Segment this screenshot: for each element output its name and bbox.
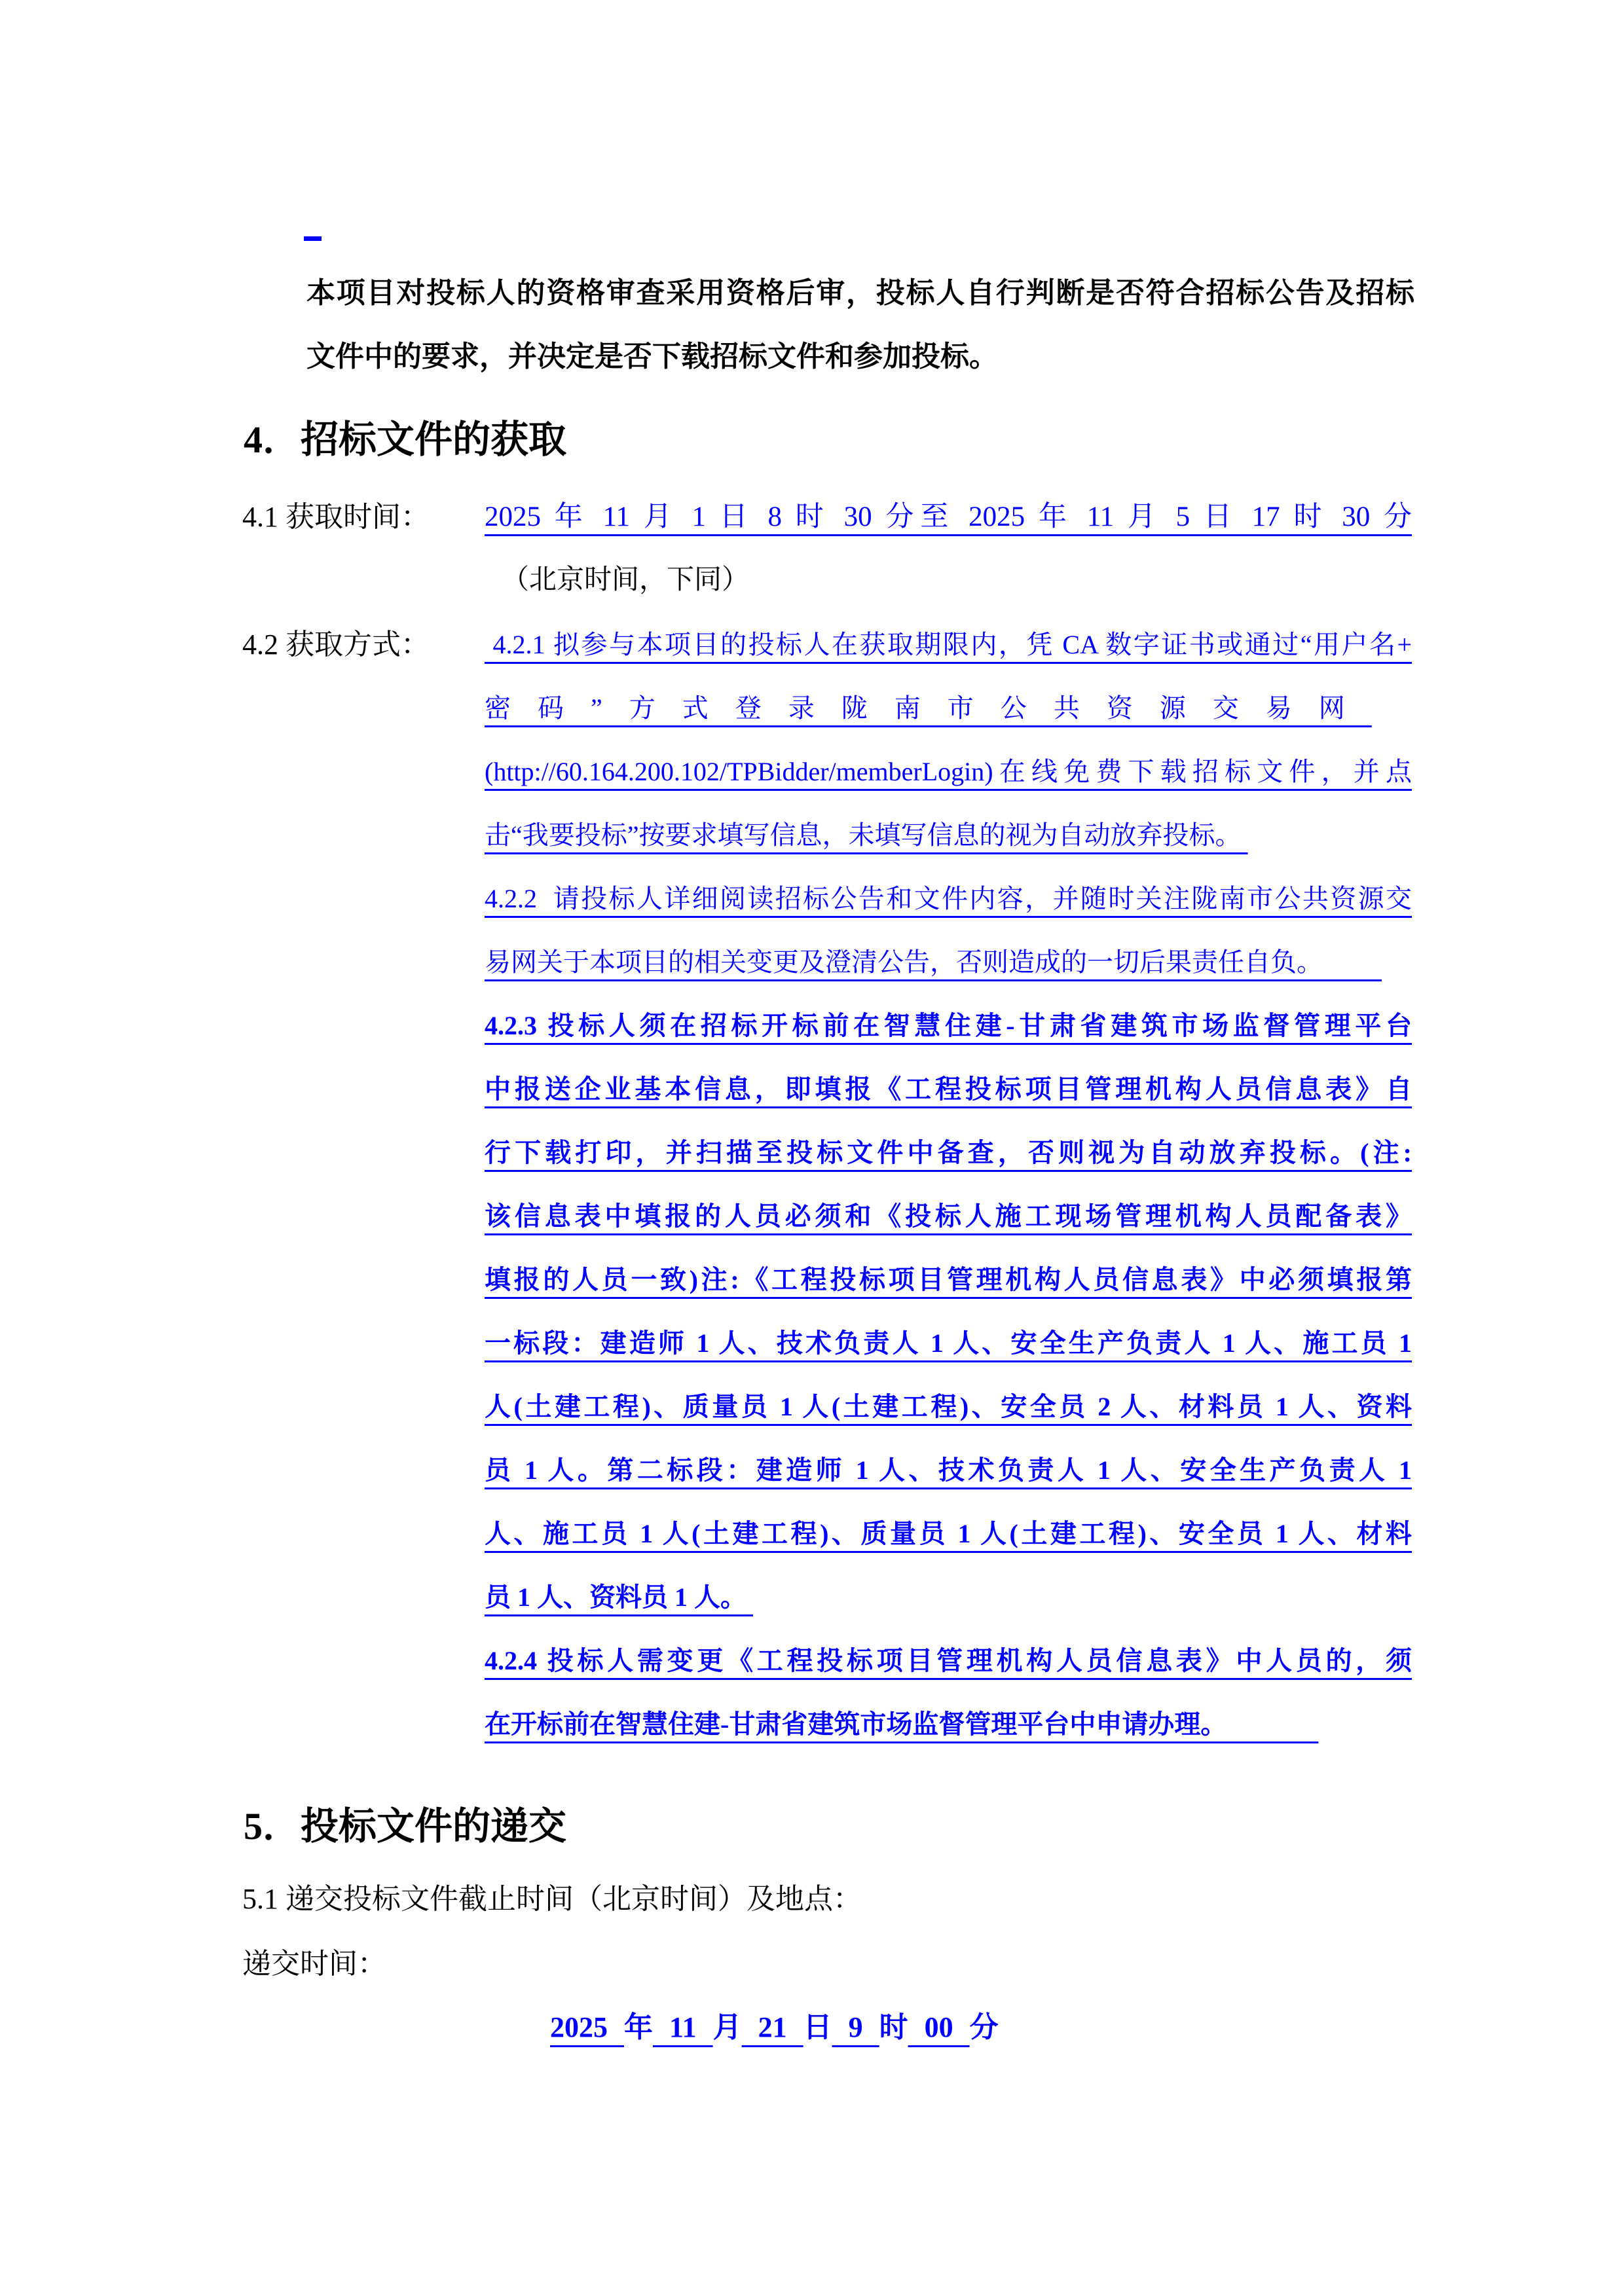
clause-4-2-3-line-3: 行下载打印，并扫描至投标文件中备查，否则视为自动放弃投标。(注: bbox=[485, 1138, 1412, 1167]
item-4-2-label: 4.2 获取方式： bbox=[242, 629, 430, 661]
section-5-heading: 5．投标文件的递交 bbox=[244, 1805, 567, 1848]
section-4-heading: 4．招标文件的获取 bbox=[244, 418, 567, 461]
clause-4-2-2-line-2: 易网关于本项目的相关变更及澄清公告，否则造成的一切后果责任自负。 bbox=[485, 947, 1382, 977]
submit-year-value: 2025 bbox=[550, 2011, 624, 2043]
submit-hour-value: 9 bbox=[832, 2011, 879, 2043]
submit-time-value bbox=[485, 1932, 1412, 2123]
clause-4-2-4-line-1: 4.2.4 投标人需变更《工程投标项目管理机构人员信息表》中人员的，须 bbox=[485, 1646, 1412, 1675]
clause-4-2-3-line-7: 人(土建工程)、质量员 1 人(土建工程)、安全员 2 人、材料员 1 人、资料 bbox=[485, 1392, 1412, 1421]
submit-day-value: 21 bbox=[741, 2011, 803, 2043]
clause-4-2-3-line-2: 中报送企业基本信息，即填报《工程投标项目管理机构人员信息表》自 bbox=[485, 1074, 1412, 1104]
clause-4-2-3-line-6: 一标段：建造师 1 人、技术负责人 1 人、安全生产负责人 1 人、施工员 1 bbox=[485, 1328, 1412, 1358]
clause-4-2-4-line-2: 在开标前在智慧住建-甘肃省建筑市场监督管理平台中申请办理。 bbox=[485, 1709, 1319, 1739]
submit-month-unit: 月 bbox=[712, 2011, 742, 2043]
intro-paragraph-line-1: 本项目对投标人的资格审查采用资格后审，投标人自行判断是否符合招标公告及招标 bbox=[306, 277, 1414, 309]
clause-4-2-3-line-1: 4.2.3 投标人须在招标开标前在智慧住建-甘肃省建筑市场监督管理平台 bbox=[485, 1011, 1412, 1040]
clause-4-2-3-line-5: 填报的人员一致)注:《工程投标项目管理机构人员信息表》中必须填报第 bbox=[485, 1265, 1412, 1294]
clause-4-2-1-line-1: 4.2.1 拟参与本项目的投标人在获取期限内，凭 CA 数字证书或通过“用户名+ bbox=[485, 630, 1412, 659]
clause-4-2-3-line-4: 该信息表中填报的人员必须和《投标人施工现场管理机构人员配备表》 bbox=[485, 1201, 1412, 1231]
submit-hour-unit: 时 bbox=[879, 2011, 908, 2043]
item-4-1-label: 4.1 获取时间： bbox=[242, 501, 430, 533]
submit-minute-unit: 分 bbox=[969, 2011, 999, 2043]
clause-4-2-3-line-9: 人、施工员 1 人(土建工程)、质量员 1 人(土建工程)、安全员 1 人、材料 bbox=[485, 1519, 1412, 1548]
item-4-2-lines bbox=[485, 613, 1412, 1756]
anchor-dash bbox=[304, 236, 322, 241]
intro-paragraph-line-2: 文件中的要求，并决定是否下载招标文件和参加投标。 bbox=[306, 340, 998, 373]
submit-year-unit: 年 bbox=[624, 2011, 653, 2043]
submit-minute-value: 00 bbox=[908, 2011, 970, 2043]
clause-4-2-1-line-2: 密码”方式登录陇南市公共资源交易网 bbox=[485, 693, 1372, 723]
clause-4-2-3-line-8: 员 1 人。第二标段：建造师 1 人、技术负责人 1 人、安全生产负责人 1 bbox=[485, 1455, 1412, 1485]
submit-month-value: 11 bbox=[653, 2011, 713, 2043]
item-4-1-value: 2025 年 11 月 1 日 8 时 30 分至 2025 年 11 月 5 日 17 时 30 分 bbox=[485, 501, 1412, 532]
clause-4-2-1-line-4: 击“我要投标”按要求填写信息，未填写信息的视为自动放弃投标。 bbox=[485, 820, 1248, 850]
clause-4-2-2-line-1: 4.2.2 请投标人详细阅读招标公告和文件内容，并随时关注陇南市公共资源交 bbox=[485, 884, 1412, 913]
submit-time-label: 递交时间： bbox=[242, 1948, 386, 1980]
beijing-time-note: （北京时间，下同） bbox=[502, 565, 750, 595]
tpbidder-url-line[interactable]: (http://60.164.200.102/TPBidder/memberLogin)在线免费下载招标文件，并点 bbox=[485, 757, 1412, 786]
clause-4-2-3-line-10: 员 1 人、资料员 1 人。 bbox=[485, 1582, 753, 1612]
submit-day-unit: 日 bbox=[803, 2011, 832, 2043]
item-5-1-text: 5.1 递交投标文件截止时间（北京时间）及地点： bbox=[242, 1883, 862, 1915]
